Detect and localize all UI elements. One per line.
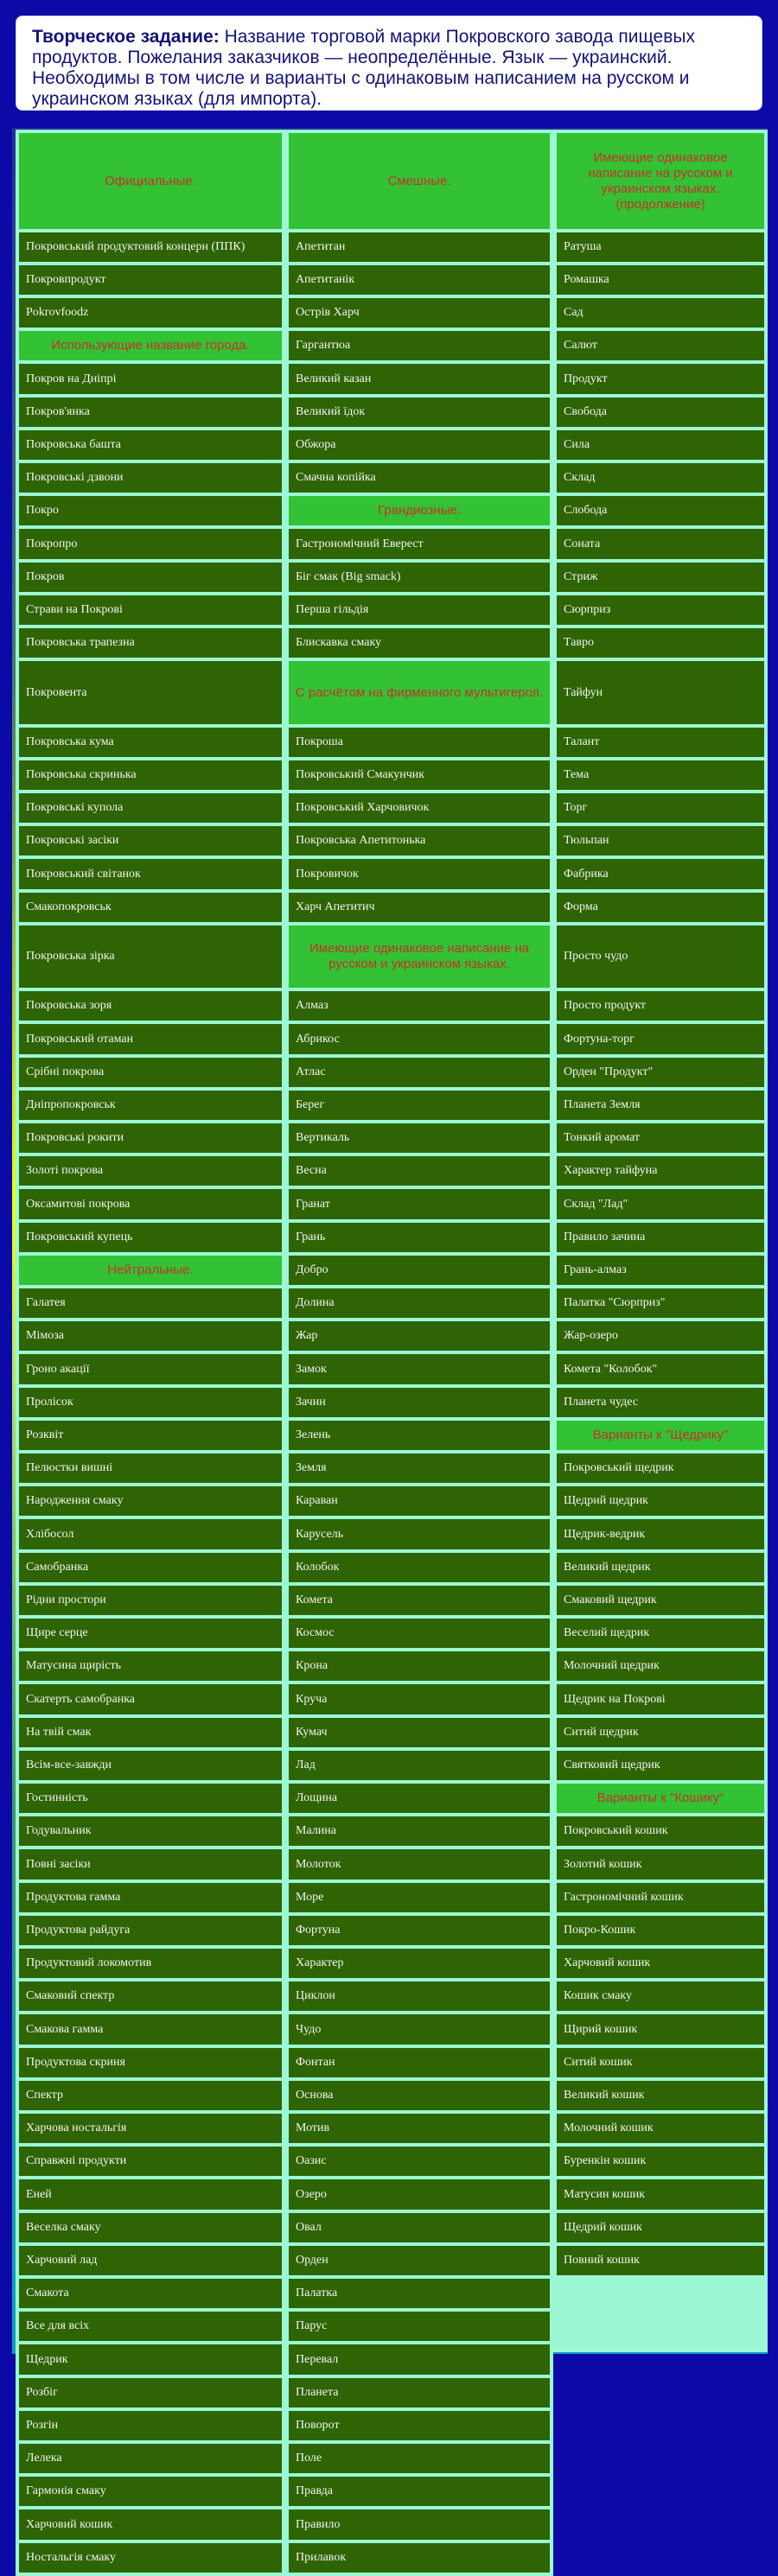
- section-header: Грандиозные.: [285, 493, 553, 529]
- name-cell: Весна: [285, 1153, 553, 1189]
- name-cell: Pokrovfoodz: [16, 295, 285, 331]
- name-cell: Орден "Продукт": [553, 1054, 768, 1091]
- name-cell: Основа: [285, 2077, 553, 2114]
- name-cell: Салют: [553, 328, 768, 364]
- name-cell: Поле: [285, 2440, 553, 2477]
- task-description: [16, 16, 762, 111]
- name-cell: Мімоза: [16, 1318, 285, 1354]
- name-cell: Гармонія смаку: [16, 2473, 285, 2509]
- name-cell: Смакопокровськ: [16, 889, 285, 925]
- name-cell: Повні засіки: [16, 1846, 285, 1883]
- name-cell: Покров: [16, 559, 285, 595]
- name-cell: Парус: [285, 2308, 553, 2344]
- name-cell: Покровента: [16, 658, 285, 728]
- name-cell: Розквіт: [16, 1417, 285, 1453]
- name-cell: Ситий кошик: [553, 2045, 768, 2081]
- name-cell: Форма: [553, 889, 768, 925]
- name-cell: Щедрик на Покрові: [553, 1681, 768, 1718]
- name-cell: Самобранка: [16, 1549, 285, 1586]
- name-cell: Лад: [285, 1747, 553, 1784]
- section-header: Официальные.: [16, 130, 285, 232]
- name-cell: Фабрика: [553, 855, 768, 893]
- name-cell: Буренкін кошик: [553, 2143, 768, 2179]
- name-cell: Покровські засіки: [16, 823, 285, 859]
- name-cell: Продуктовий локомотив: [16, 1945, 285, 1981]
- name-cell: Покровський щедрик: [553, 1450, 768, 1486]
- name-cell: Розгін: [16, 2407, 285, 2444]
- name-cell: Просто продукт: [553, 988, 768, 1024]
- name-cell: Вертикаль: [285, 1120, 553, 1156]
- name-cell: Космос: [285, 1615, 553, 1651]
- name-cell: Покровська кума: [16, 724, 285, 760]
- name-cell: Перша гільдія: [285, 592, 553, 628]
- name-cell: Покров на Дніпрі: [16, 360, 285, 398]
- name-cell: Ситий щедрик: [553, 1714, 768, 1751]
- name-cell: Лелека: [16, 2440, 285, 2477]
- name-cell: Продуктова скриня: [16, 2045, 285, 2081]
- name-cell: Покроша: [285, 724, 553, 760]
- name-cell: Харчовий лад: [16, 2242, 285, 2279]
- name-cell: Смаковий щедрик: [553, 1582, 768, 1619]
- name-cell: Ратуша: [553, 229, 768, 265]
- name-cell: Гастрономічний Еверест: [285, 525, 553, 563]
- name-cell: Колобок: [285, 1549, 553, 1586]
- name-cell: Озеро: [285, 2176, 553, 2213]
- name-cell: Продуктова гамма: [16, 1880, 285, 1916]
- name-cell: Блискавка смаку: [285, 625, 553, 661]
- name-cell: Гроно акації: [16, 1351, 285, 1388]
- name-cell: Матусин кошик: [553, 2176, 768, 2213]
- name-cell: Комета "Колобок": [553, 1351, 768, 1388]
- name-cell: Соната: [553, 525, 768, 563]
- name-cell: Зачин: [285, 1384, 553, 1421]
- name-cell: Жар-озеро: [553, 1318, 768, 1354]
- name-cell: Орден: [285, 2242, 553, 2279]
- name-cell: Замок: [285, 1351, 553, 1388]
- name-cell: Торг: [553, 790, 768, 826]
- name-cell: Тема: [553, 757, 768, 793]
- name-cell: Покровська башта: [16, 427, 285, 463]
- name-cell: Великий казан: [285, 360, 553, 398]
- name-cell: Фортуна: [285, 1912, 553, 1949]
- name-cell: Апетитанік: [285, 262, 553, 298]
- name-cell: Характер: [285, 1945, 553, 1981]
- name-cell: Просто чудо: [553, 922, 768, 991]
- name-cell: Перевал: [285, 2341, 553, 2378]
- name-cell: Смакота: [16, 2275, 285, 2312]
- name-cell: Берег: [285, 1087, 553, 1123]
- name-cell: Покровський світанок: [16, 855, 285, 893]
- name-cell: Покро: [16, 493, 285, 529]
- name-cell: Харч Апетитич: [285, 889, 553, 925]
- name-cell: Справжні продукти: [16, 2143, 285, 2179]
- name-cell: Пелюстки вишні: [16, 1450, 285, 1486]
- name-cell: Покровська зоря: [16, 988, 285, 1024]
- name-cell: Круча: [285, 1681, 553, 1718]
- name-cell: Пролісок: [16, 1384, 285, 1421]
- section-header: Имеющие одинаковое написание на русском и украинском языках.: [285, 922, 553, 991]
- section-header: Использующие название города.: [16, 328, 285, 364]
- name-cell: Земля: [285, 1450, 553, 1486]
- name-cell: Покров'янка: [16, 394, 285, 430]
- name-cell: Острів Харч: [285, 295, 553, 331]
- name-cell: Гранат: [285, 1186, 553, 1223]
- name-cell: Великий щедрик: [553, 1549, 768, 1586]
- name-cell: Овал: [285, 2210, 553, 2246]
- name-cell: Жар: [285, 1318, 553, 1354]
- name-cell: Щедрий кошик: [553, 2210, 768, 2246]
- name-cell: Крона: [285, 1648, 553, 1684]
- name-cell: Покропро: [16, 525, 285, 563]
- name-cell: Покровський кошик: [553, 1813, 768, 1849]
- name-cell: Святковий щедрик: [553, 1747, 768, 1784]
- name-cell: Тюльпан: [553, 823, 768, 859]
- name-cell: Щирий кошик: [553, 2011, 768, 2048]
- name-cell: Карусель: [285, 1516, 553, 1553]
- name-cell: Скатерть самобранка: [16, 1681, 285, 1718]
- name-cell: Покровпродукт: [16, 262, 285, 298]
- name-cell: Палатка: [285, 2275, 553, 2312]
- name-cell: Слобода: [553, 493, 768, 529]
- name-cell: Планета Земля: [553, 1087, 768, 1123]
- section-header: Варианты к "Щедрику": [553, 1417, 768, 1453]
- name-cell: Гаргантюа: [285, 328, 553, 364]
- name-cell: Веселий щедрик: [553, 1615, 768, 1651]
- task-title: Творческое задание:: [32, 27, 220, 47]
- name-cell: Циклон: [285, 1978, 553, 2014]
- name-cell: Смачна копійка: [285, 460, 553, 496]
- name-cell: Фортуна-торг: [553, 1021, 768, 1058]
- name-cell: Великий їдок: [285, 394, 553, 430]
- name-cell: Сила: [553, 427, 768, 463]
- name-cell: Фонтан: [285, 2045, 553, 2081]
- name-cell: Тавро: [553, 625, 768, 661]
- name-cell: Долина: [285, 1285, 553, 1321]
- name-cell: Палатка "Сюрприз": [553, 1285, 768, 1321]
- name-cell: Склад "Лад": [553, 1186, 768, 1223]
- name-cell: Повний кошик: [553, 2242, 768, 2279]
- name-cell: Дніпропокровськ: [16, 1087, 285, 1123]
- name-cell: Щедрик-ведрик: [553, 1516, 768, 1553]
- task-body: Название торговой марки Покровского завода пищевых продуктов. Пожелания заказчиков — неопределённые. Язык — украинский. Необходимы в том числе и варианты с одинаковым написанием на русском и украинском языках (для импорта).: [32, 27, 695, 109]
- name-cell: Море: [285, 1880, 553, 1916]
- name-cell: Склад: [553, 460, 768, 496]
- name-cell: Стриж: [553, 559, 768, 595]
- name-cell: Смаковий спектр: [16, 1978, 285, 2014]
- name-cell: Щире серце: [16, 1615, 285, 1651]
- name-cell: Комета: [285, 1582, 553, 1619]
- name-cell: Поворот: [285, 2407, 553, 2444]
- section-header: Смешные.: [285, 130, 553, 232]
- name-cell: Розбіг: [16, 2375, 285, 2411]
- name-cell: Покровські дзвони: [16, 460, 285, 496]
- name-cell: Харчовий кошик: [16, 2506, 285, 2543]
- name-cell: Покровська зірка: [16, 922, 285, 991]
- name-cell: Обжора: [285, 427, 553, 463]
- name-cell: Срібні покрова: [16, 1054, 285, 1091]
- task-text: [32, 27, 746, 110]
- name-cell: Добро: [285, 1252, 553, 1288]
- name-cell: Покро-Кошик: [553, 1912, 768, 1949]
- name-cell: Зелень: [285, 1417, 553, 1453]
- name-cell: Правило: [285, 2506, 553, 2543]
- name-cell: Кошик смаку: [553, 1978, 768, 2014]
- name-cell: Правда: [285, 2473, 553, 2509]
- name-cell: Малина: [285, 1813, 553, 1849]
- name-cell: Гостинність: [16, 1780, 285, 1816]
- name-cell: Абрикос: [285, 1021, 553, 1058]
- name-cell: Смакова гамма: [16, 2011, 285, 2048]
- name-cell: Планета чудес: [553, 1384, 768, 1421]
- name-cell: Планета: [285, 2375, 553, 2411]
- name-cell: Молочний щедрик: [553, 1648, 768, 1684]
- name-cell: Молоток: [285, 1846, 553, 1883]
- name-cell: Лощина: [285, 1780, 553, 1816]
- name-cell: Покровський отаман: [16, 1021, 285, 1058]
- name-cell: Кумач: [285, 1714, 553, 1751]
- name-cell: Великий кошик: [553, 2077, 768, 2114]
- name-cell: Тонкий аромат: [553, 1120, 768, 1156]
- name-cell: Покровський Смакунчик: [285, 757, 553, 793]
- name-cell: Караван: [285, 1483, 553, 1519]
- name-cell: Рідни простори: [16, 1582, 285, 1619]
- name-cell: Хлібосол: [16, 1516, 285, 1553]
- name-cell: Мотив: [285, 2110, 553, 2147]
- name-cell: Спектр: [16, 2077, 285, 2114]
- name-cell: Всім-все-завжди: [16, 1747, 285, 1784]
- name-cell: Золоті покрова: [16, 1153, 285, 1189]
- name-cell: Гастрономічний кошик: [553, 1880, 768, 1916]
- name-cell: Покровський купець: [16, 1219, 285, 1256]
- name-cell: Талант: [553, 724, 768, 760]
- name-cell: Сюрприз: [553, 592, 768, 628]
- name-cell: Галатея: [16, 1285, 285, 1321]
- name-cell: Покровська трапезна: [16, 625, 285, 661]
- section-header: Нейтральные.: [16, 1252, 285, 1288]
- name-cell: Харчова ностальгія: [16, 2110, 285, 2147]
- name-cell: Біг смак (Big smack): [285, 559, 553, 595]
- name-cell: Щедрик: [16, 2341, 285, 2378]
- name-cell: Правило зачина: [553, 1219, 768, 1256]
- section-header: Имеющие одинаковое написание на русском и украинском языках. (продолжение): [553, 130, 768, 232]
- name-cell: Покровський Харчовичок: [285, 790, 553, 826]
- name-cell: Еней: [16, 2176, 285, 2213]
- name-cell: Чудо: [285, 2011, 553, 2048]
- name-cell: Страви на Покрові: [16, 592, 285, 628]
- name-cell: Грань: [285, 1219, 553, 1256]
- name-cell: Матусина щирість: [16, 1648, 285, 1684]
- name-cell: Прилавок: [285, 2540, 553, 2576]
- section-header: С расчётом на фирменного мультигероя.: [285, 658, 553, 728]
- name-cell: Ромашка: [553, 262, 768, 298]
- name-cell: Алмаз: [285, 988, 553, 1024]
- name-cell: Покровська Апетитонька: [285, 823, 553, 859]
- name-cell: Веселка смаку: [16, 2210, 285, 2246]
- name-cell: Молочний кошик: [553, 2110, 768, 2147]
- name-cell: Продуктова райдуга: [16, 1912, 285, 1949]
- name-cell: Покровські купола: [16, 790, 285, 826]
- name-cell: Грань-алмаз: [553, 1252, 768, 1288]
- name-cell: Тайфун: [553, 658, 768, 728]
- name-cell: Продукт: [553, 360, 768, 398]
- name-cell: Покровичок: [285, 855, 553, 893]
- name-cell: Годувальник: [16, 1813, 285, 1849]
- name-cell: На твій смак: [16, 1714, 285, 1751]
- name-cell: Щедрий щедрик: [553, 1483, 768, 1519]
- name-cell: Покровський продуктовий концерн (ППК): [16, 229, 285, 265]
- name-cell: Сад: [553, 295, 768, 331]
- name-cell: Оазис: [285, 2143, 553, 2179]
- name-cell: Золотий кошик: [553, 1846, 768, 1883]
- name-cell: Харчовий кошик: [553, 1945, 768, 1981]
- name-cell: Свобода: [553, 394, 768, 430]
- name-cell: Народження смаку: [16, 1483, 285, 1519]
- name-cell: Характер тайфуна: [553, 1153, 768, 1189]
- name-cell: Покровська скринька: [16, 757, 285, 793]
- name-cell: Все для всіх: [16, 2308, 285, 2344]
- section-header: Варианты к "Кошику": [553, 1780, 768, 1816]
- name-cell: Атлас: [285, 1054, 553, 1091]
- name-cell: Ностальгія смаку: [16, 2540, 285, 2576]
- name-cell: Апетитан: [285, 229, 553, 265]
- name-cell: Покровські рокити: [16, 1120, 285, 1156]
- name-cell: Оксамитові покрова: [16, 1186, 285, 1223]
